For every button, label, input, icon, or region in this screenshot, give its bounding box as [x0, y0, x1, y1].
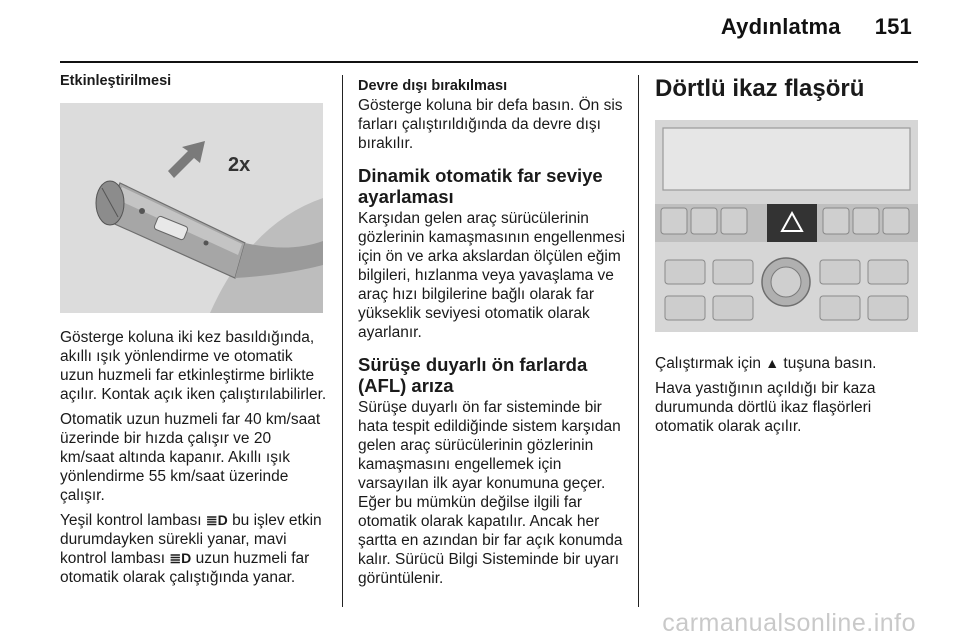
hazard-triangle-icon: ▲ [765, 355, 780, 371]
paragraph: Karşıdan gelen araç sürücülerinin gözlerinin kamaşmasının engellenmesi için ön ve arka akslardan ölçülen eğim bilgileri, hızlanma veya yavaşlama ve araç hızı bilgilerine bağlı olarak far yükseklik seviyesi otomatik olarak ayarlanır. [358, 210, 626, 341]
column-divider-2 [638, 75, 639, 607]
figure-2x-label: 2x [228, 154, 251, 176]
blue-lamp-icon: ≣D [169, 550, 192, 566]
paragraph: Çalıştırmak için ▲ tuşuna basın. [655, 355, 877, 372]
paragraph: Gösterge koluna bir defa basın. Ön sis farları çalıştırıldığında da devre dışı bırakılır. [358, 97, 623, 152]
dynamic-leveling-heading: Dinamik otomatik far seviye ayarlaması [358, 165, 603, 207]
paragraph: Yeşil kontrol lambası ≣D bu işlev etkin durumdayken sürekli yanar, mavi kontrol lambası ≣D uzun huzmeli far otomatik olarak çalıştığında yanar. [60, 512, 322, 586]
paragraph: Sürüşe duyarlı ön far sisteminde bir hata tespit edildiğinde sistem karşıdan gelen araç sürücülerinin gözlerinin kamaşmasını engellemek için varsayılan ilk ayar konumuna geçer. Eğer bu mümkün değilse ilgili far otomatik olarak kapatılır. Ancak her şartta en azından bir far açık konumda kalır. Sürücü Bilgi Sisteminde bir uyarı görüntülenir. [358, 399, 623, 587]
green-lamp-icon: ≣D [205, 512, 228, 528]
stalk-illustration [60, 103, 323, 313]
paragraph: Gösterge koluna iki kez basıldığında, akıllı ışık yönlendirme ve otomatik uzun huzmeli far etkinleştirme birlikte açılır. Kontak açık iken çalıştırılabilirler. [60, 329, 327, 403]
paragraph: Hava yastığının açıldığı bir kaza durumunda dörtlü ikaz flaşörleri otomatik olarak açılır. [655, 380, 876, 435]
column-3 [655, 74, 920, 442]
column-divider-1 [342, 75, 343, 607]
column-2 [358, 77, 630, 594]
hazard-heading: Dörtlü ikaz flaşörü [655, 75, 865, 102]
section-title: Aydınlatma [720, 14, 841, 39]
paragraph: Otomatik uzun huzmeli far 40 km/saat üzerinde bir hızda çalışır ve 20 km/saat altında kapanır. Akıllı ışık yönlendirme 55 km/saat üzerinde çalışır. [60, 411, 321, 504]
afl-fault-heading: Sürüşe duyarlı ön farlarda (AFL) arıza [358, 354, 588, 396]
hazard-panel-figure [655, 120, 918, 332]
column-1 [60, 72, 328, 593]
dashboard-illustration [655, 120, 918, 332]
deactivation-heading: Devre dışı bırakılması [358, 78, 508, 94]
activation-heading: Etkinleştirilmesi [60, 73, 172, 89]
header-title [721, 14, 912, 40]
page-number: 151 [874, 14, 912, 39]
watermark: carmanualsonline.info [662, 609, 916, 637]
header-rule [60, 61, 918, 63]
stalk-figure [60, 103, 323, 313]
